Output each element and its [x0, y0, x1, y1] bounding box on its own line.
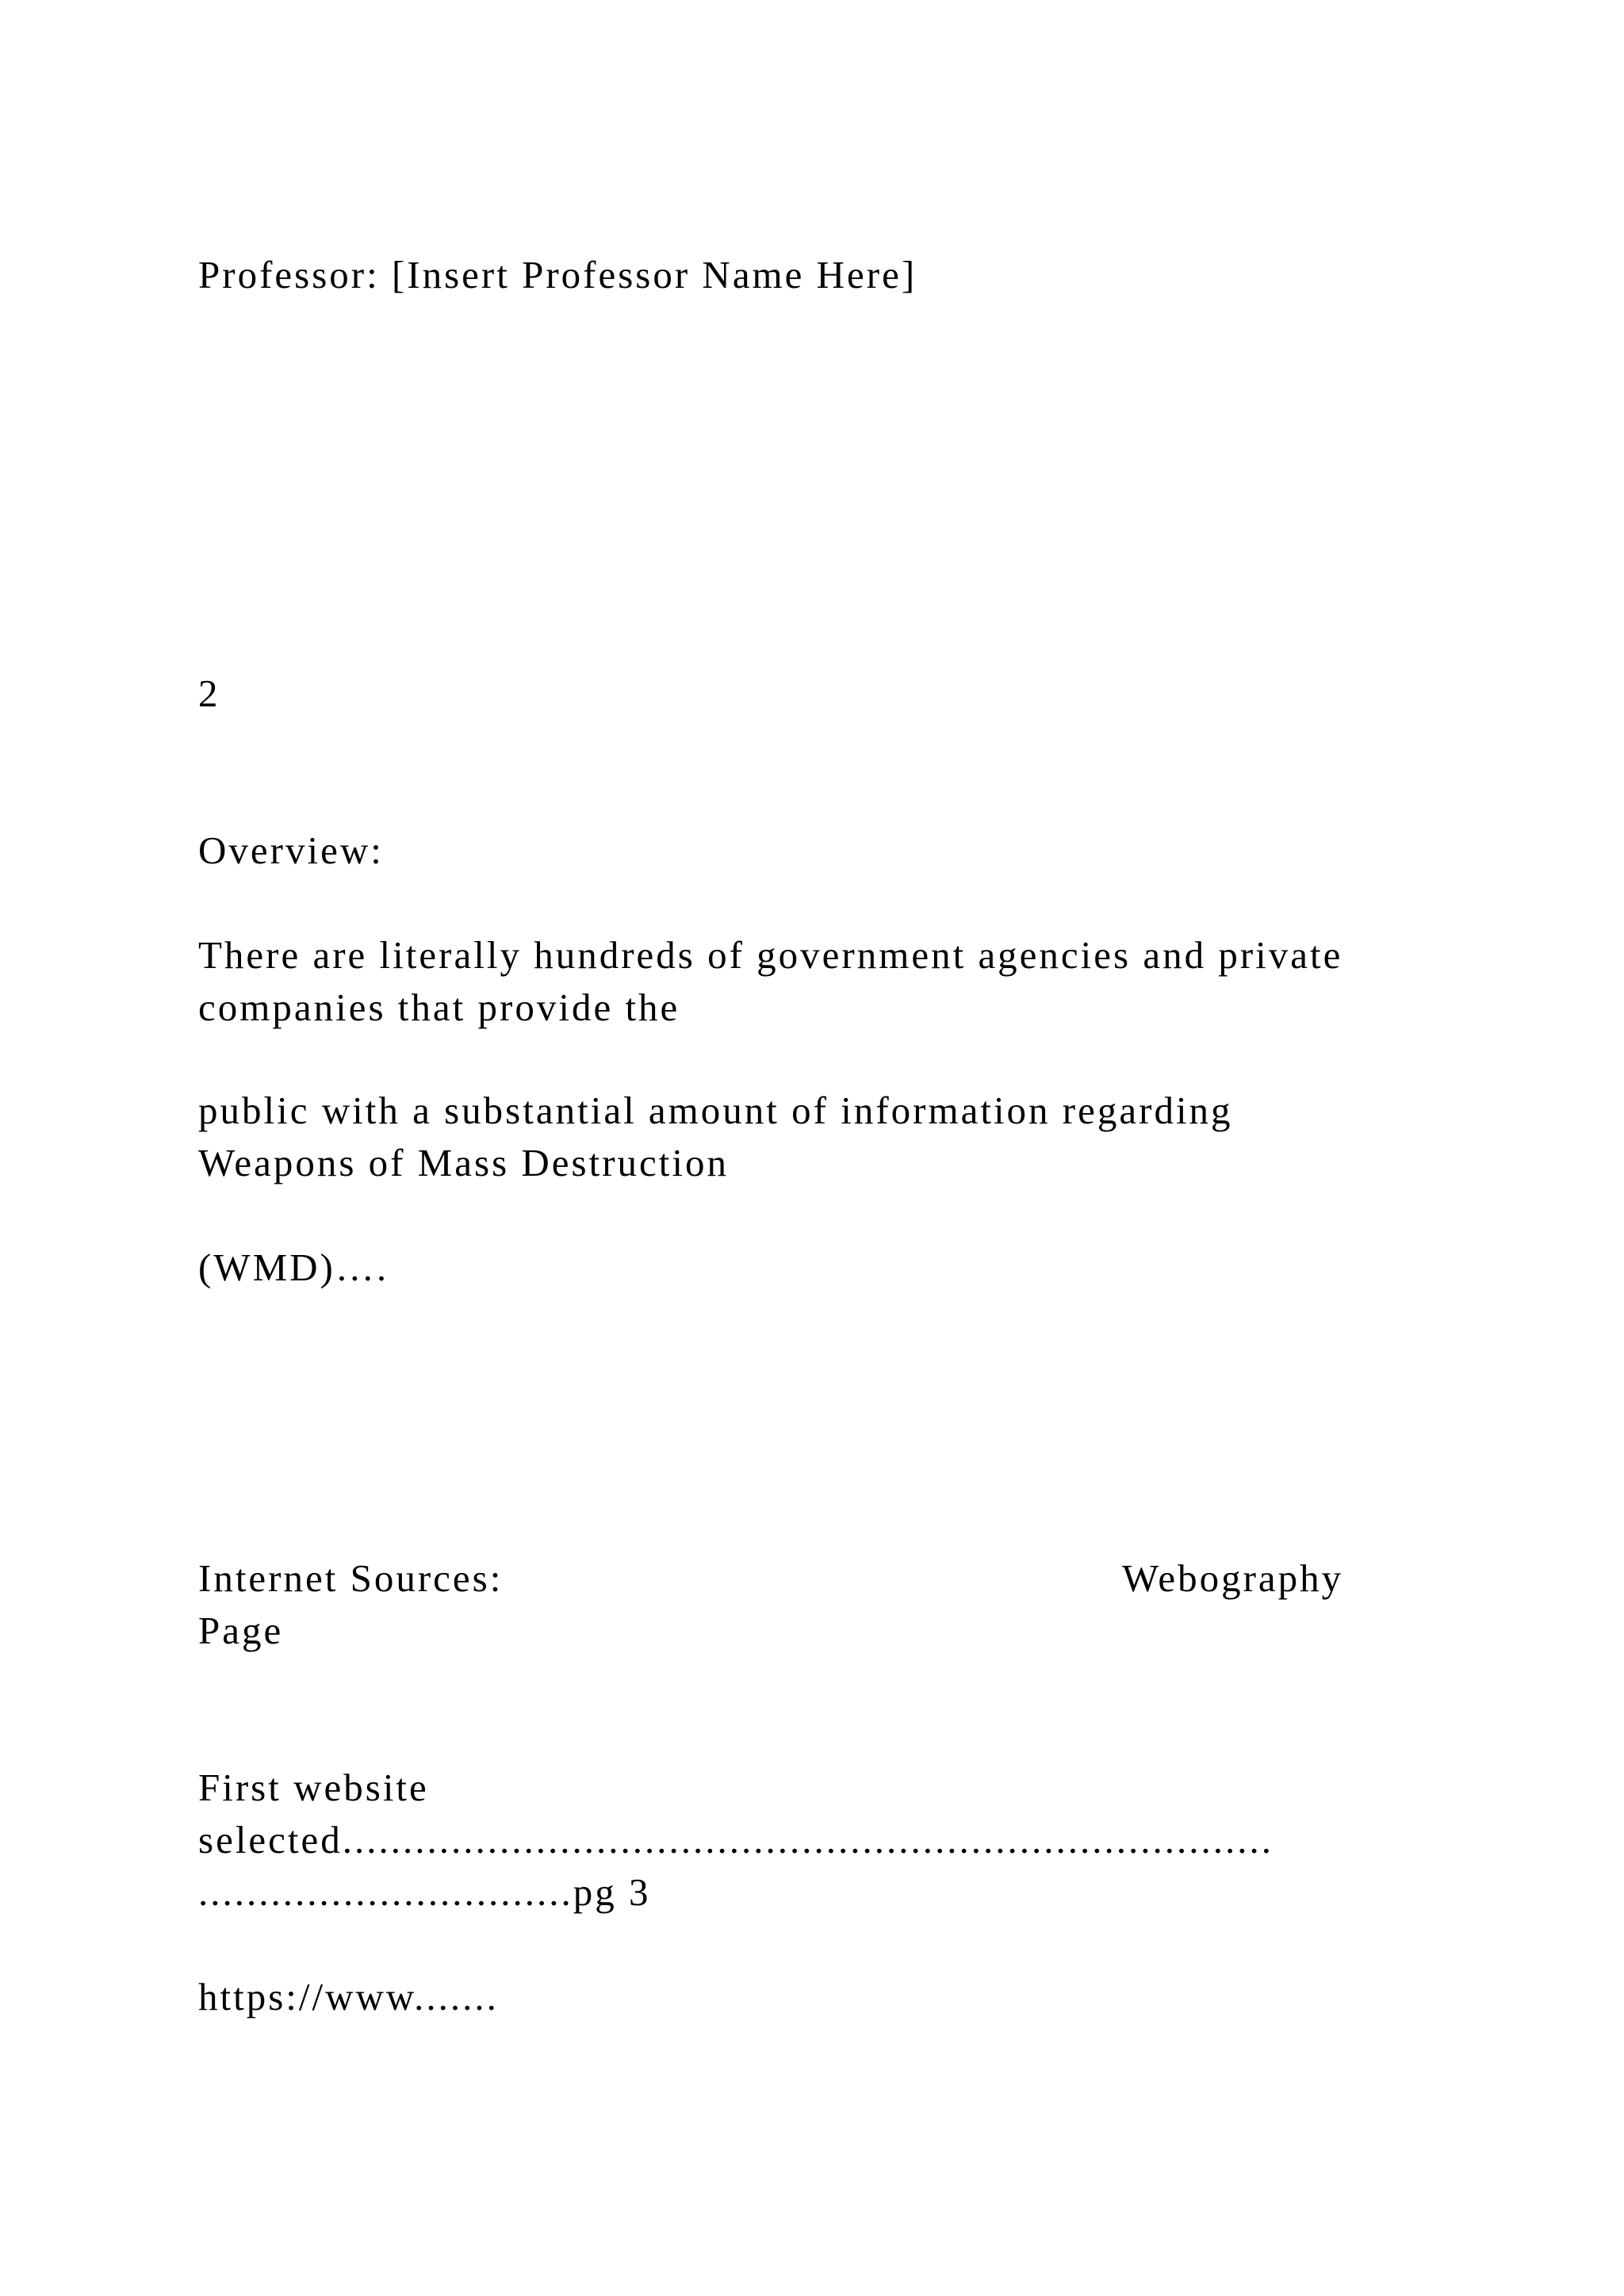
- toc-entry-title: First website: [198, 1766, 429, 1809]
- webography-label: Webography: [1122, 1556, 1344, 1600]
- toc-entry-leader: selected.............................................................................: [198, 1818, 1274, 1862]
- overview-paragraph-line: There are literally hundreds of government agencies and private: [198, 933, 1343, 977]
- overview-paragraph-line: Weapons of Mass Destruction: [198, 1141, 730, 1184]
- url-line: https://www.......: [198, 1975, 499, 2019]
- overview-paragraph-line: (WMD)….: [198, 1246, 389, 1289]
- page-label: Page: [198, 1609, 284, 1652]
- professor-line: Professor: [Insert Professor Name Here]: [198, 253, 917, 297]
- overview-paragraph-line: public with a substantial amount of information regarding: [198, 1089, 1233, 1132]
- internet-sources-label: Internet Sources:: [198, 1556, 504, 1600]
- overview-paragraph-line: companies that provide the: [198, 985, 680, 1029]
- toc-entry-page: ...............................pg 3: [198, 1870, 651, 1914]
- page-number: 2: [198, 672, 220, 715]
- overview-heading: Overview:: [198, 828, 384, 872]
